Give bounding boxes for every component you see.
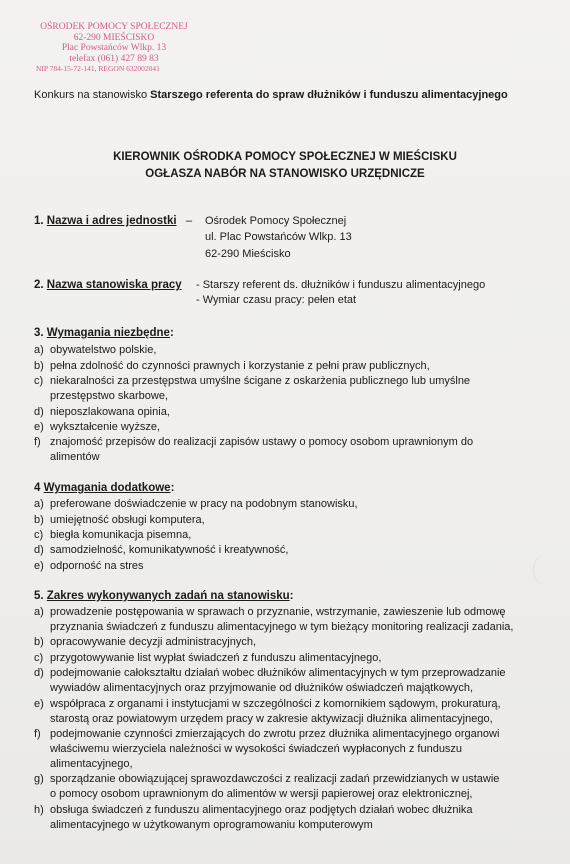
institution-stamp <box>34 22 194 75</box>
stamp-line: 62-290 MIEŚCISKO <box>73 32 155 43</box>
section-label: Nazwa i adres jednostki <box>46 215 177 227</box>
section-dash: – <box>185 215 193 227</box>
list-text: samodzielność, komunikatywność i kreatywność, <box>50 544 289 556</box>
section-colon: : <box>289 590 294 602</box>
list-marker: e) <box>34 421 44 433</box>
list-item <box>34 359 430 375</box>
section-number: 4 <box>34 482 41 494</box>
list-marker: c) <box>34 529 44 541</box>
list-text: wykształcenie wyższe, <box>50 421 161 433</box>
list-continuation: alimentacyjnego w użytkowanym oprogramowaniu komputerowym <box>50 819 373 831</box>
list-continuation: alimentów <box>50 451 100 463</box>
list-marker: a) <box>34 344 44 356</box>
list-text: podejmowanie czynności zmierzających do zwrotu przez dłużnika alimentacyjnego organowi <box>50 728 500 740</box>
list-continuation: przyznania świadczeń z funduszu alimentacyjnego w tym bieżący monitoring realizacji zadania, <box>50 621 514 633</box>
section-colon: : <box>169 327 174 339</box>
section-colon: : <box>170 482 175 494</box>
list-text: odporność na stres <box>50 560 144 572</box>
list-marker: d) <box>34 667 44 679</box>
list-continuation: wywiadów alimentacyjnych oraz przyjmowanie od dłużników oświadczeń majątkowych, <box>50 682 474 694</box>
list-item <box>34 651 381 667</box>
section-label: Nazwa stanowiska pracy <box>46 279 182 291</box>
list-text: znajomość przepisów do realizacji zapisów ustawy o pomocy osobom uprawnionym do <box>50 436 474 448</box>
list-item <box>34 435 473 451</box>
list-marker: d) <box>34 406 44 418</box>
section-number: 5. <box>34 590 44 602</box>
scan-artifact <box>533 555 556 585</box>
list-marker: d) <box>34 544 44 556</box>
list-text: niekaralności za przestępstwa umyślne ścigane z oskarżenia publicznego lub umyślne <box>50 375 471 387</box>
list-marker: b) <box>34 514 44 526</box>
list-item <box>34 528 191 544</box>
section-1-heading <box>34 215 192 227</box>
intro-line <box>34 89 508 101</box>
list-item <box>34 420 160 436</box>
working-time: - Wymiar czasu pracy: pełen etat <box>196 294 357 306</box>
section-label: Zakres wykonywanych zadań na stanowisku <box>46 590 290 602</box>
list-text: biegła komunikacja pisemna, <box>50 529 192 541</box>
section-label: Wymagania niezbędne <box>46 327 170 339</box>
list-continuation: przestępstwo skarbowe, <box>50 390 168 402</box>
stamp-line: NIP 784-15-72-141, REGON 632002041 <box>36 64 160 73</box>
section-5-heading <box>34 590 294 602</box>
list-text: podejmowanie całokształtu działań wobec dłużników alimentacyjnych w tym przeprowadzanie <box>50 667 506 679</box>
list-item <box>34 543 288 559</box>
list-text: przygotowywanie list wypłat świadczeń z funduszu alimentacyjnego, <box>50 652 382 664</box>
title-line-1: KIEROWNIK OŚRODKA POMOCY SPOŁECZNEJ W MIEŚCISKU <box>113 151 457 163</box>
section-label: Wymagania dodatkowe <box>43 482 171 494</box>
list-item <box>34 405 170 421</box>
list-marker: c) <box>34 652 44 664</box>
list-continuation: o pomocy osobom uprawnionym do alimentów w wersji papierowej oraz elektronicznej, <box>50 788 473 800</box>
list-text: sporządzanie obowiązującej sprawozdawczości z realizacji zadań przewidzianych w ustawie <box>50 773 500 785</box>
list-item <box>34 513 205 529</box>
intro-prefix: Konkurs na stanowisko <box>34 89 151 101</box>
stamp-line: OŚRODEK POMOCY SPOŁECZNEJ <box>40 22 188 32</box>
section-number: 2. <box>34 279 44 291</box>
list-marker: e) <box>34 560 44 572</box>
list-text: preferowane doświadczenie w pracy na podobnym stanowisku, <box>50 498 358 510</box>
list-text: obywatelstwo polskie, <box>50 344 157 356</box>
list-marker: e) <box>34 698 44 710</box>
list-item <box>34 605 506 621</box>
list-text: opracowywanie decyzji administracyjnych, <box>50 636 257 648</box>
section-number: 3. <box>34 327 44 339</box>
address-line: 62-290 Mieścisko <box>205 248 291 260</box>
list-text: obsługa świadczeń z funduszu alimentacyjnego oraz podjętych działań wobec dłużnika <box>50 804 473 816</box>
stamp-line: telefax (061) 427 89 83 <box>69 53 159 64</box>
section-number: 1. <box>34 215 44 227</box>
list-continuation: starostą oraz powiatowym urzędem pracy w zakresie aktywizacji dłużnika alimentacyjnego, <box>50 713 493 725</box>
list-marker: b) <box>34 360 44 372</box>
list-item <box>34 697 501 713</box>
list-marker: h) <box>34 804 44 816</box>
address-line: Ośrodek Pomocy Społecznej <box>205 215 347 227</box>
position-name: - Starszy referent ds. dłużników i funduszu alimentacyjnego <box>196 279 486 291</box>
list-marker: b) <box>34 636 44 648</box>
list-marker: g) <box>34 773 44 785</box>
list-marker: f) <box>34 728 41 740</box>
list-item <box>34 635 256 651</box>
list-item <box>34 772 499 788</box>
list-marker: a) <box>34 498 44 510</box>
list-text: nieposzlakowana opinia, <box>50 406 170 418</box>
list-text: umiejętność obsługi komputera, <box>50 514 205 526</box>
list-item <box>34 727 499 743</box>
list-item <box>34 343 156 359</box>
stamp-line: Plac Powstańców Wlkp. 13 <box>61 43 167 53</box>
list-text: pełna zdolność do czynności prawnych i korzystanie z pełni praw publicznych, <box>50 360 430 372</box>
list-item <box>34 374 470 390</box>
list-item <box>34 497 358 513</box>
list-item <box>34 559 144 575</box>
list-item <box>34 803 473 819</box>
section-2-heading <box>34 279 182 291</box>
section-4-heading <box>34 482 174 494</box>
title-line-2: OGŁASZA NABÓR NA STANOWISKO URZĘDNICZE <box>145 168 425 180</box>
address-line: ul. Plac Powstańców Wlkp. 13 <box>205 231 352 243</box>
list-marker: a) <box>34 606 44 618</box>
list-item <box>34 666 506 682</box>
list-marker: c) <box>34 375 44 387</box>
intro-position: Starszego referenta do spraw dłużników i funduszu alimentacyjnego <box>150 89 508 101</box>
list-continuation: alimentacyjnego, <box>50 758 133 770</box>
list-text: współpraca z organami i instytucjami w szczególności z komornikiem sądowym, prokuraturą, <box>50 698 501 710</box>
list-text: prowadzenie postępowania w sprawach o przyznanie, wstrzymanie, zawieszenie lub odmowę <box>50 606 506 618</box>
list-marker: f) <box>34 436 41 448</box>
section-3-heading <box>34 327 174 339</box>
list-continuation: właściwemu wierzyciela należności w wysokości świadczeń wypłaconych z funduszu <box>50 743 463 755</box>
